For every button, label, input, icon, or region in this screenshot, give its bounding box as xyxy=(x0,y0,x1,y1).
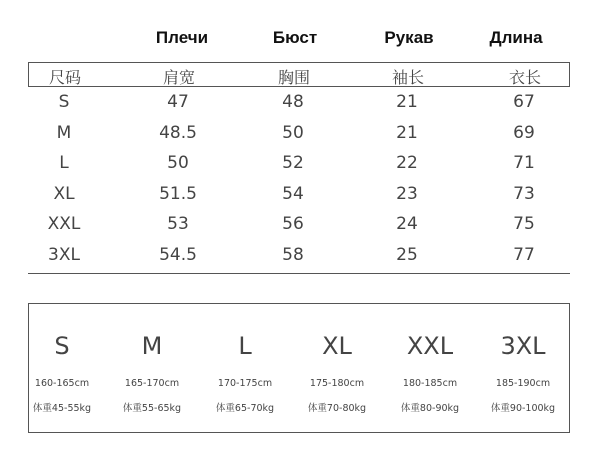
cell-sleeve: 21 xyxy=(396,92,418,112)
table-row xyxy=(28,179,570,210)
cell-chest: 58 xyxy=(282,244,304,265)
cell-shoulder: 53 xyxy=(167,214,189,234)
size-table xyxy=(28,62,570,270)
fit-guide-item xyxy=(200,304,290,434)
fit-guide-item xyxy=(107,304,197,434)
cell-length: 67 xyxy=(513,92,535,112)
cell-size: 3XL xyxy=(48,244,80,265)
fit-height: 160-165cm xyxy=(34,378,90,389)
fit-weight: 体重90-100kg xyxy=(490,403,556,414)
header-length: Длина xyxy=(489,28,543,47)
fit-size: XXL xyxy=(406,332,454,360)
cell-sleeve: 22 xyxy=(396,153,418,173)
table-row xyxy=(28,209,570,240)
fit-height: 165-170cm xyxy=(124,378,180,389)
fit-guide-box xyxy=(28,303,570,433)
table-row xyxy=(28,118,570,149)
fit-weight: 体重70-80kg xyxy=(307,403,367,414)
fit-size: 3XL xyxy=(500,332,546,360)
cell-shoulder: 47 xyxy=(167,92,189,112)
cell-length: 71 xyxy=(513,153,535,173)
cell-shoulder: 50 xyxy=(167,153,189,173)
cell-shoulder: 51.5 xyxy=(159,183,197,204)
fit-weight: 体重55-65kg xyxy=(122,403,182,414)
fit-weight: 体重80-90kg xyxy=(400,403,460,414)
cell-chest: 48 xyxy=(282,92,304,112)
fit-size: M xyxy=(141,332,163,360)
fit-weight: 体重45-55kg xyxy=(32,403,92,414)
column-header-size: 尺码 xyxy=(48,68,82,87)
fit-height: 175-180cm xyxy=(309,378,365,389)
cell-chest: 52 xyxy=(282,153,304,173)
column-header-shoulder: 肩宽 xyxy=(162,68,196,87)
cell-chest: 56 xyxy=(282,214,304,234)
fit-height: 180-185cm xyxy=(402,378,458,389)
column-header-sleeve: 袖长 xyxy=(391,68,425,87)
cell-sleeve: 21 xyxy=(396,122,418,143)
cell-length: 75 xyxy=(513,214,535,234)
column-header-chest: 胸围 xyxy=(277,68,311,87)
cell-sleeve: 23 xyxy=(396,183,418,204)
header-sleeve: Рукав xyxy=(384,28,434,47)
fit-height: 185-190cm xyxy=(495,378,551,389)
cell-size: L xyxy=(59,153,69,173)
table-header-row xyxy=(28,62,570,87)
fit-guide-item xyxy=(292,304,382,434)
table-bottom-rule xyxy=(28,273,570,274)
cell-chest: 54 xyxy=(282,183,304,204)
fit-size: XL xyxy=(322,332,352,360)
fit-height: 170-175cm xyxy=(217,378,273,389)
cell-chest: 50 xyxy=(282,122,304,143)
table-row xyxy=(28,87,570,118)
fit-weight: 体重65-70kg xyxy=(215,403,275,414)
fit-guide-item xyxy=(385,304,475,434)
header-bust: Бюст xyxy=(272,28,318,47)
column-header-length: 衣长 xyxy=(508,68,542,87)
cell-sleeve: 25 xyxy=(396,244,418,265)
table-row xyxy=(28,148,570,179)
cell-length: 73 xyxy=(513,183,535,204)
fit-guide-item xyxy=(17,304,107,434)
fit-size: S xyxy=(54,332,70,360)
table-row xyxy=(28,240,570,271)
cell-size: XL xyxy=(53,183,75,204)
header-shoulders: Плечи xyxy=(155,28,209,47)
cell-sleeve: 24 xyxy=(396,214,418,234)
fit-guide-item xyxy=(478,304,568,434)
cell-size: M xyxy=(56,122,72,143)
cell-shoulder: 54.5 xyxy=(159,244,197,265)
fit-size: L xyxy=(238,332,252,360)
cell-size: S xyxy=(58,92,70,112)
cell-length: 77 xyxy=(513,244,535,265)
russian-column-headers xyxy=(0,28,600,50)
cell-size: XXL xyxy=(47,214,81,234)
cell-length: 69 xyxy=(513,122,535,143)
cell-shoulder: 48.5 xyxy=(159,122,197,143)
